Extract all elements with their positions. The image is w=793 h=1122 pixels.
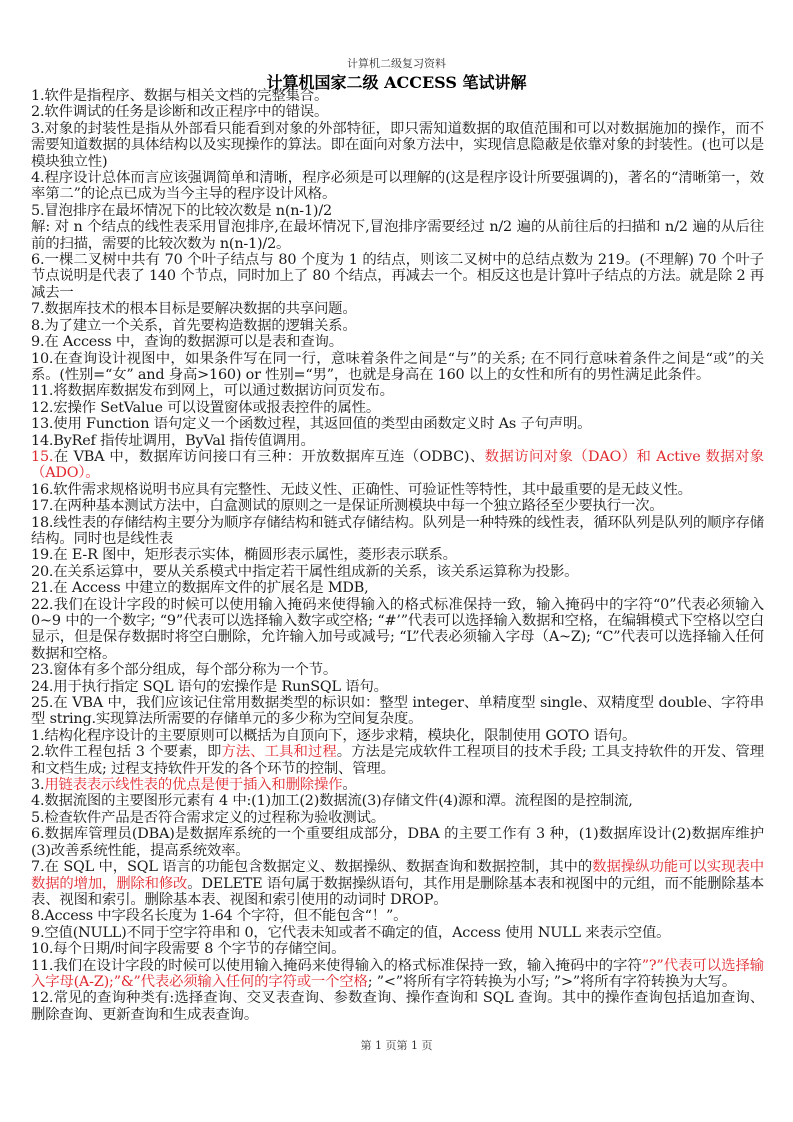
highlighted-text: 数据操纵功能可以实现表中数据的增加，删除和修改 bbox=[31, 859, 764, 892]
paragraph-text: 8.为了建立一个关系，首先要构造数据的逻辑关系。 bbox=[31, 317, 357, 334]
paragraph-text: 13.使用 Function 语句定义一个函数过程，其返回值的类型由函数定义时 As 子句声明。 bbox=[31, 416, 592, 433]
paragraph bbox=[31, 301, 764, 317]
document-title: 计算机国家二级 ACCESS 笔试讲解 bbox=[266, 73, 527, 92]
paragraph bbox=[31, 449, 764, 482]
highlighted-text: 方法、工具和过程 bbox=[221, 744, 337, 761]
paragraph bbox=[31, 334, 764, 350]
paragraph-text: 19.在 E-R 图中，矩形表示实体，椭圆形表示属性，菱形表示联系。 bbox=[31, 547, 457, 564]
paragraph bbox=[31, 170, 764, 203]
paragraph bbox=[31, 88, 764, 104]
page-footer: 第 1 页第 1 页 bbox=[360, 1039, 433, 1052]
paragraph-text: 25.在 VBA 中，我们应该记住常用数据类型的标识如：整型 integer、单精度型 single、双精度型 double、字符串型 string.实现算法所需要的存储单元的多少称为空间复杂度。 bbox=[31, 695, 764, 728]
paragraph-text: 1.软件是指程序、数据与相关文档的完整集合。 bbox=[31, 88, 329, 104]
paragraph bbox=[31, 679, 764, 695]
highlighted-text: 15. bbox=[31, 448, 54, 465]
paragraph bbox=[31, 744, 764, 777]
paragraph-text: 5.冒泡排序在最坏情况下的比较次数是 n(n-1)/2 bbox=[31, 202, 332, 219]
paragraph bbox=[31, 383, 764, 399]
paragraph-text: 14.ByRef 指传址调用，ByVal 指传值调用。 bbox=[31, 432, 315, 449]
paragraph bbox=[31, 400, 764, 416]
paragraph-text: 。DELETE 语句属于数据操纵语句，其作用是删除基本表和视图中的元组，而不能删除基本表、视图和索引。删除基本表、视图和索引使用的动词时 DROP。 bbox=[31, 875, 764, 908]
paragraph bbox=[31, 941, 764, 957]
paragraph-text: 16.软件需求规格说明书应具有完整性、无歧义性、正确性、可验证性等特性，其中最重要的是无歧义性。 bbox=[31, 481, 692, 498]
paragraph-text: 2.软件调试的任务是诊断和改正程序中的错误。 bbox=[31, 104, 329, 121]
paragraph bbox=[31, 547, 764, 563]
paragraph-text: ; ”<”将所有字符转换为小写; ”>”将所有字符转换为大写。 bbox=[367, 973, 737, 990]
paragraph-text: 18.线性表的存储结构主要分为顺序存储结构和链式存储结构。队列是一种特殊的线性表，循环队列是队列的顺序存储结构。同时也是线性表 bbox=[31, 514, 764, 547]
paragraph bbox=[31, 925, 764, 941]
highlighted-text: 用链表表示线性表的优点是便于插入和删除操作 bbox=[44, 777, 343, 794]
paragraph-text: 12.宏操作 SetValue 可以设置窗体或报表控件的属性。 bbox=[31, 399, 381, 416]
paragraph-text: 解: 对 n 个结点的线性表采用冒泡排序,在最坏情况下,冒泡排序需要经过 n/2 遍的从前往后的扫描和 n/2 遍的从后往前的扫描，需要的比较次数为 n(n-1)/2。 bbox=[31, 219, 764, 252]
paragraph-text: 22.我们在设计字段的时候可以使用输入掩码来使得输入的格式标准保持一致，输入掩码中的字符“0”代表必须输入 0~9 中的一个数字; “9”代表可以选择输入数字或空格; “#’”代表可以选择输入数据和空格，在编辑模式下空格以空白显示，但是保存数据时将空白删除，允许输入加号或减号; “L”代表必须输入字母（A~Z); “C”代表可以选择输入任何数据和空格。 bbox=[31, 596, 764, 662]
paragraph-text: 20.在关系运算中，要从关系模式中指定若干属性组成新的关系，该关系运算称为投影。 bbox=[31, 563, 579, 580]
paragraph bbox=[31, 104, 764, 120]
paragraph bbox=[31, 351, 764, 384]
paragraph bbox=[31, 958, 764, 991]
paragraph bbox=[31, 121, 764, 170]
paragraph bbox=[31, 252, 764, 301]
paragraph-text: 。方法是完成软件工程项目的技术手段; 工具支持软件的开发、管理和文档生成; 过程支持软件开发的各个环节的控制、管理。 bbox=[31, 744, 764, 777]
paragraph bbox=[31, 826, 764, 859]
paragraph bbox=[31, 318, 764, 334]
paragraph bbox=[31, 810, 764, 826]
document-body bbox=[31, 88, 764, 1023]
paragraph-text: 在 VBA 中，数据库访问接口有三种：开放数据库互连（ODBC)、 bbox=[53, 448, 485, 465]
paragraph bbox=[31, 597, 764, 663]
paragraph bbox=[31, 482, 764, 498]
paragraph bbox=[31, 777, 764, 793]
paragraph-text: 10.每个日期/时间字段需要 8 个字节的存储空间。 bbox=[31, 941, 346, 958]
paragraph bbox=[31, 793, 764, 809]
paragraph-text: 11.我们在设计字段的时候可以使用输入掩码来使得输入的格式标准保持一致，输入掩码中的字符 bbox=[31, 957, 642, 974]
paragraph-text: 9.在 Access 中，查询的数据源可以是表和查询。 bbox=[31, 334, 343, 351]
paragraph-text: 8.Access 中字段名长度为 1-64 个字符，但不能包含“！”。 bbox=[31, 908, 408, 925]
paragraph bbox=[31, 859, 764, 908]
paragraph bbox=[31, 580, 764, 596]
paragraph bbox=[31, 908, 764, 924]
paragraph bbox=[31, 662, 764, 678]
paragraph-text: 3.对象的封装性是指从外部看只能看到对象的外部特征，即只需知道数据的取值范围和可以对数据施加的操作，而不需要知道数据的具体结构以及实现操作的算法。即在面向对象方法中，实现信息隐蔽是依靠对象的封装性。(也可以是模块独立性) bbox=[31, 120, 764, 170]
paragraph-text: 11.将数据库数据发布到网上，可以通过数据访问页发布。 bbox=[31, 383, 394, 400]
paragraph bbox=[31, 695, 764, 728]
paragraph bbox=[31, 203, 764, 219]
paragraph-text: 3. bbox=[31, 777, 45, 794]
paragraph-text: 23.窗体有多个部分组成，每个部分称为一个节。 bbox=[31, 662, 338, 679]
paragraph-text: 21.在 Access 中建立的数据库文件的扩展名是 MDB, bbox=[31, 580, 369, 597]
paragraph-text: 9.空值(NULL)不同于空字符串和 0，它代表未知或者不确定的值，Access 使用 NULL 来表示空值。 bbox=[31, 924, 671, 941]
paragraph bbox=[31, 990, 764, 1023]
highlighted-text: 数据访问对象（DAO）和 Active 数据对象（ADO）。 bbox=[31, 448, 764, 482]
paragraph bbox=[31, 564, 764, 580]
page-header: 计算机二级复习资料 bbox=[347, 57, 446, 70]
paragraph-text: 7.数据库技术的根本目标是要解决数据的共享问题。 bbox=[31, 301, 357, 318]
paragraph-text: 2.软件工程包括 3 个要素，即 bbox=[31, 744, 222, 761]
paragraph-text: 6.数据库管理员(DBA)是数据库系统的一个重要组成部分，DBA 的主要工作有 3 种，(1)数据库设计(2)数据库维护(3)改善系统性能，提高系统效率。 bbox=[31, 826, 764, 859]
paragraph-text: 7.在 SQL 中，SQL 语言的功能包含数据定义、数据操纵、数据查询和数据控制，其中的 bbox=[31, 859, 593, 876]
paragraph bbox=[31, 728, 764, 744]
paragraph-text: 4.数据流图的主要图形元素有 4 中:(1)加工(2)数据流(3)存储文件(4)源和潭。流程图的是控制流, bbox=[31, 793, 633, 810]
paragraph-text: 。 bbox=[342, 777, 357, 794]
paragraph-text: 5.检查软件产品是否符合需求定义的过程称为验收测试。 bbox=[31, 809, 385, 826]
paragraph-text: 24.用于执行指定 SQL 语句的宏操作是 RunSQL 语句。 bbox=[31, 678, 388, 695]
paragraph-text: 6.一棵二叉树中共有 70 个叶子结点与 80 个度为 1 的结点，则该二叉树中的总结点数为 219。(不理解) 70 个叶子节点说明是代表了 140 个节点，同时加上了 80 个结点，再减去一个。相反这也是计算叶子结点的方法。就是除 2 再减去一 bbox=[31, 252, 764, 301]
highlighted-text: ”?”代表可以选择输入字母(A-Z);”&”代表必须输入任何的字符或一个空格 bbox=[31, 957, 765, 990]
paragraph-text: 12.常见的查询种类有:选择查询、交叉表查询、参数查询、操作查询和 SQL 查询。其中的操作查询包括追加查询、删除查询、更新查询和生成表查询。 bbox=[31, 990, 764, 1023]
paragraph bbox=[31, 498, 764, 514]
paragraph bbox=[31, 219, 764, 252]
paragraph-text: 17.在两种基本测试方法中，白盒测试的原则之一是保证所测模块中每一个独立路径至少要执行一次。 bbox=[31, 498, 664, 515]
paragraph bbox=[31, 515, 764, 548]
paragraph-text: 10.在查询设计视图中，如果条件写在同一行，意味着条件之间是“与”的关系; 在不同行意味着条件之间是“或”的关系。(性别=“女” and 身高>160) or 性别=“男”，也就是身高在 160 以上的女性和所有的男性满足此条件。 bbox=[31, 350, 764, 383]
paragraph-text: 4.程序设计总体而言应该强调简单和清晰，程序必须是可以理解的(这是程序设计所要强调的)，著名的“清晰第一，效率第二”的论点已成为当今主导的程序设计风格。 bbox=[31, 170, 764, 203]
paragraph bbox=[31, 433, 764, 449]
paragraph bbox=[31, 416, 764, 432]
paragraph-text: 1.结构化程序设计的主要原则可以概括为自顶向下，逐步求精，模块化，限制使用 GOTO 语句。 bbox=[31, 727, 637, 744]
